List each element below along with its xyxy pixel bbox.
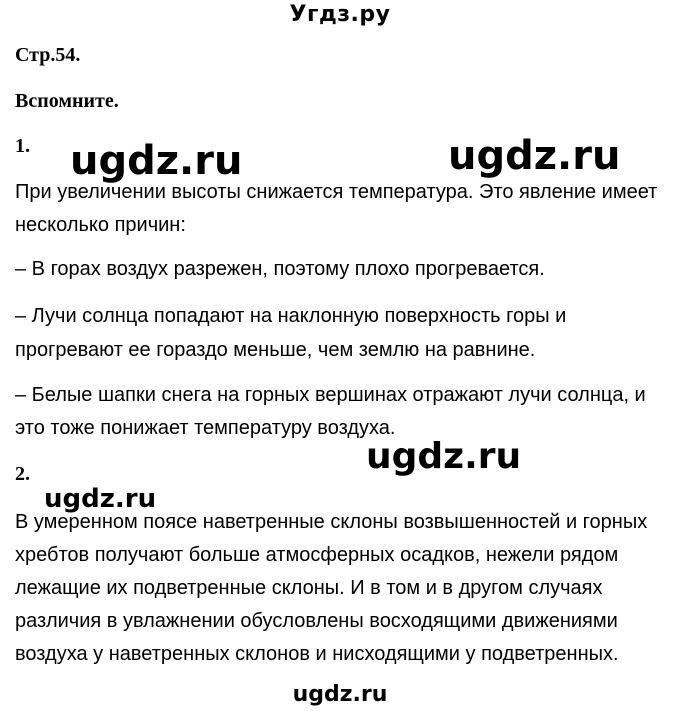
q1-line: несколько причин: (15, 214, 186, 236)
watermark: ugdz.ru (366, 436, 522, 477)
watermark: ugdz.ru (70, 138, 243, 184)
footer-site-url: ugdz.ru (292, 682, 388, 707)
q2-line: В умеренном поясе наветренные склоны возвышенностей и горных (15, 511, 648, 533)
q2-line: хребтов получают больше атмосферных осадков, нежели рядом (15, 544, 619, 566)
q1-line: При увеличении высоты снижается температура. Это явление имеет (15, 181, 658, 203)
page-label: Стр.54. (15, 44, 81, 66)
watermark: ugdz.ru (448, 133, 621, 179)
question-2-number: 2. (15, 463, 30, 485)
q1-line: – Белые шапки снега на горных вершинах отражают лучи солнца, и (15, 384, 646, 406)
question-1-number: 1. (15, 135, 30, 157)
site-title: Угдз.ру (289, 2, 391, 27)
q1-line: – Лучи солнца попадают на наклонную поверхность горы и (15, 305, 567, 327)
q1-line: это тоже понижает температуру воздуха. (15, 417, 396, 439)
q1-line: – В горах воздух разрежен, поэтому плохо прогревается. (15, 258, 545, 280)
q2-line: воздуха у наветренных склонов и нисходящими у подветренных. (15, 643, 619, 665)
watermark: ugdz.ru (44, 484, 157, 514)
q2-line: лежащие их подветренные склоны. И в том и в другом случаях (15, 577, 603, 599)
q1-line: прогревают ее гораздо меньше, чем землю на равнине. (15, 339, 536, 361)
q2-line: различия в увлажнении обусловлены восходящими движениями (15, 610, 618, 632)
section-heading: Вспомните. (15, 90, 119, 112)
